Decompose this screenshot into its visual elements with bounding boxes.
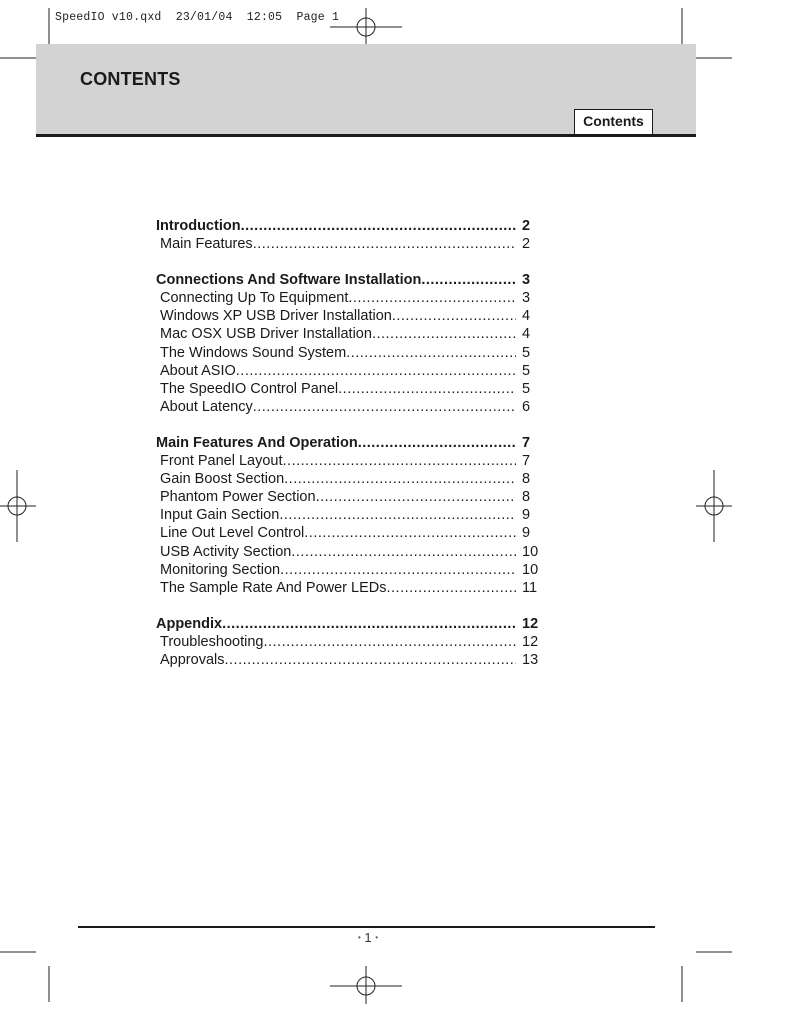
toc-leader-dots	[236, 362, 516, 380]
toc-label: Main Features And Operation	[156, 434, 358, 451]
footer-rule	[78, 926, 655, 928]
toc-label: Windows XP USB Driver Installation	[160, 308, 392, 325]
toc-label: Troubleshooting	[160, 633, 264, 650]
toc-page-number: 7	[522, 453, 531, 470]
toc-leader-dots	[392, 307, 516, 325]
toc-page-number: 13	[522, 651, 539, 668]
toc-label: Connections And Software Installation	[156, 272, 422, 289]
toc-leader-dots	[222, 615, 516, 633]
toc-leader-dots	[338, 380, 516, 398]
toc-leader-dots	[304, 524, 516, 542]
toc-label: Front Panel Layout	[160, 453, 283, 470]
toc-label: Phantom Power Section	[160, 489, 316, 506]
toc-leader-dots	[253, 398, 516, 416]
toc-leader-dots	[280, 561, 516, 579]
toc-entry-row	[156, 524, 546, 542]
toc-entry-row	[156, 470, 546, 488]
toc-entry-row	[156, 398, 546, 416]
toc-heading-row	[156, 217, 546, 235]
toc-leader-dots	[283, 452, 516, 470]
toc-label: Main Features	[160, 236, 253, 253]
toc-label: Monitoring Section	[160, 561, 281, 578]
toc-page-number: 5	[522, 362, 531, 379]
toc-label: Appendix	[156, 615, 223, 632]
toc-entry-row	[156, 289, 546, 307]
toc-entry-row	[156, 561, 546, 579]
toc-heading-row	[156, 434, 546, 452]
toc-leader-dots	[279, 506, 516, 524]
toc-label: The SpeedIO Control Panel	[160, 380, 339, 397]
toc-section	[156, 271, 546, 416]
toc-page-number: 11	[522, 579, 538, 596]
toc-page-number: 4	[522, 326, 531, 343]
toc-page-number: 8	[522, 489, 531, 506]
toc-entry-row	[156, 325, 546, 343]
toc-label: Approvals	[160, 651, 225, 668]
toc-label: Input Gain Section	[160, 507, 280, 524]
toc-page-number: 8	[522, 471, 531, 488]
toc-page-number: 6	[522, 398, 531, 415]
toc-page-number: 2	[522, 218, 531, 234]
toc-entry-row	[156, 362, 546, 380]
toc-page-number: 4	[522, 308, 531, 325]
toc-entry-row	[156, 506, 546, 524]
toc-label: The Windows Sound System	[160, 344, 347, 361]
toc-entry-row	[156, 543, 546, 561]
toc-label: Gain Boost Section	[160, 471, 285, 488]
toc-entry-row	[156, 344, 546, 362]
toc-page-number: 10	[522, 543, 539, 560]
page-number: • 1 •	[357, 930, 379, 945]
toc-leader-dots	[224, 651, 516, 669]
toc-label: Introduction	[156, 218, 241, 234]
page-title: CONTENTS	[80, 69, 181, 89]
toc-label: Line Out Level Control	[160, 525, 305, 542]
toc-leader-dots	[291, 543, 516, 561]
toc-label: USB Activity Section	[160, 543, 292, 560]
toc-entry-row	[156, 235, 546, 253]
toc-label: About ASIO	[160, 362, 236, 379]
toc-leader-dots	[386, 579, 516, 597]
registration-mark-right	[696, 470, 732, 542]
registration-mark-left	[0, 470, 36, 542]
toc-entry-row	[156, 380, 546, 398]
toc-section	[156, 615, 546, 669]
toc-label: The Sample Rate And Power LEDs	[160, 579, 387, 596]
toc-page-number: 12	[522, 633, 539, 650]
toc-page-number: 5	[522, 344, 531, 361]
table-of-contents	[156, 217, 546, 687]
toc-leader-dots	[358, 434, 516, 452]
toc-heading-row	[156, 615, 546, 633]
section-tab: Contents	[574, 109, 653, 135]
toc-page-number: 12	[522, 615, 539, 632]
toc-entry-row	[156, 633, 546, 651]
toc-leader-dots	[284, 470, 516, 488]
toc-label: Connecting Up To Equipment	[160, 290, 349, 307]
toc-leader-dots	[263, 633, 516, 651]
toc-heading-row	[156, 271, 546, 289]
toc-page-number: 3	[522, 290, 531, 307]
toc-label: Mac OSX USB Driver Installation	[160, 326, 372, 343]
toc-section	[156, 434, 546, 597]
toc-leader-dots	[421, 271, 516, 289]
toc-page-number: 10	[522, 561, 539, 578]
toc-leader-dots	[348, 289, 516, 307]
toc-section	[156, 217, 546, 253]
slug-time: 12:05	[246, 11, 283, 24]
toc-entry-row	[156, 579, 546, 597]
slug-date: 23/01/04	[175, 11, 233, 24]
toc-leader-dots	[372, 325, 516, 343]
toc-leader-dots	[316, 488, 516, 506]
toc-leader-dots	[346, 344, 516, 362]
slug-file: SpeedIO v10.qxd	[55, 11, 162, 24]
page-number-value: 1	[364, 930, 372, 945]
toc-label: About Latency	[160, 398, 253, 415]
toc-leader-dots	[241, 217, 516, 235]
toc-page-number: 9	[522, 507, 531, 524]
toc-entry-row	[156, 488, 546, 506]
toc-page-number: 9	[522, 525, 531, 542]
toc-page-number: 7	[522, 434, 531, 451]
toc-page-number: 3	[522, 272, 531, 289]
toc-page-number: 2	[522, 236, 531, 253]
slug-page: Page 1	[296, 11, 340, 24]
registration-mark-top	[330, 8, 402, 46]
toc-entry-row	[156, 452, 546, 470]
toc-entry-row	[156, 307, 546, 325]
toc-page-number: 5	[522, 380, 531, 397]
registration-mark-bottom	[330, 966, 402, 1004]
toc-leader-dots	[253, 235, 516, 253]
toc-entry-row	[156, 651, 546, 669]
